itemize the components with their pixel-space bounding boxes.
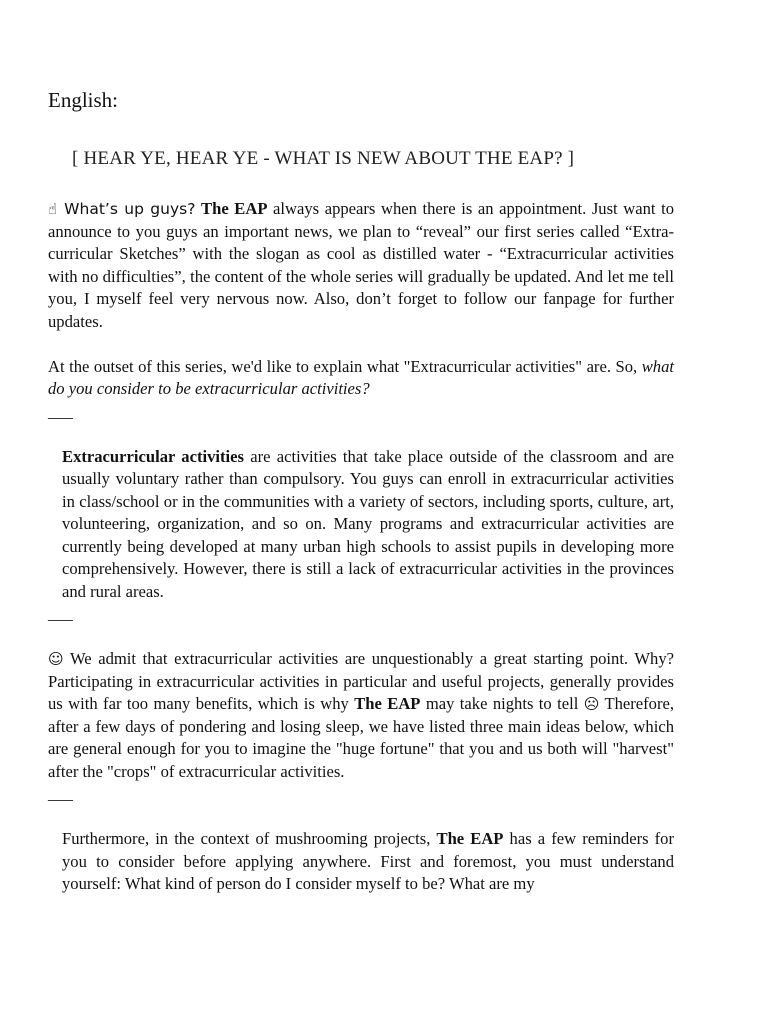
- brand-name: The EAP: [201, 199, 268, 218]
- benefits-text-a: We admit that extracurricular activities are unquestionably a great starting point. Why? Participating in extracurricular activities in particular and useful projects, generally provides us with far too many benefits, which is why: [48, 649, 674, 713]
- benefits-paragraph: [48, 648, 674, 783]
- benefits-text-b: may take nights to tell: [420, 694, 584, 713]
- page-title: [72, 146, 674, 172]
- separator-line: ___: [48, 401, 73, 421]
- separator-line: ___: [48, 784, 73, 803]
- definition-term: Extracurricular activities: [62, 446, 244, 466]
- intro-text: always appears when there is an appointment. Just want to announce to you guys an important news, we plan to “reveal” our first series called “Extra-curricular Sketches” with the slogan as cool as distilled water - “Extracurricular activities with no difficulties”, the content of the whole series will gradually be updated. And let me tell you, I myself feel very nervous now. Also, don’t forget to follow our fanpage for further updates.: [48, 199, 674, 331]
- document-page: [48, 86, 674, 896]
- benefits-text-c: Therefore, after a few days of pondering and losing sleep, we have listed three main ideas below, which are general enough for you to imagine the "huge fortune" that you and us both will "harvest" after the "crops" of extracurricular activities.: [48, 694, 674, 781]
- smile-icon: ☺: [48, 650, 64, 668]
- definition-text: are activities that take place outside of the classroom and are usually voluntary rather than compulsory. You guys can enroll in extracurricular activities in class/school or in the communities with a variety of sectors, including sports, culture, art, volunteering, organization, and so on. Many programs and extracurricular activities are currently being developed at many urban high schools to assist pupils in developing more comprehensively. However, there is still a lack of extracurricular activities in the provinces and rural areas.: [62, 446, 674, 601]
- brand-name: The EAP: [436, 829, 504, 848]
- separator-line: ___: [48, 604, 73, 623]
- question-text: At the outset of this series, we'd like to explain what "Extracurricular activities" are. So,: [48, 356, 642, 376]
- language-label: English:: [48, 88, 119, 112]
- title-text: HEAR YE, HEAR YE - WHAT IS NEW ABOUT THE EAP?: [83, 148, 563, 169]
- definition-paragraph: [48, 446, 674, 604]
- reminders-text-b: has a few reminders for you to consider before applying anywhere. First and foremost, you must understand yourself: What kind of person do I consider myself to be? What are my: [62, 829, 675, 893]
- reminders-paragraph: [48, 828, 674, 896]
- intro-paragraph: [48, 198, 674, 333]
- frown-icon: ☹: [583, 695, 600, 713]
- reminders-text-a: Furthermore, in the context of mushrooming projects,: [62, 829, 437, 848]
- greeting-text: What’s up guys?: [64, 200, 196, 218]
- question-italic: what do you consider to be extracurricular activities?: [48, 356, 674, 398]
- pointing-up-icon: ☝: [48, 200, 59, 218]
- title-open-bracket: [: [72, 148, 84, 169]
- title-close-bracket: ]: [562, 148, 575, 169]
- brand-name: The EAP: [354, 694, 421, 713]
- question-paragraph: [48, 356, 674, 401]
